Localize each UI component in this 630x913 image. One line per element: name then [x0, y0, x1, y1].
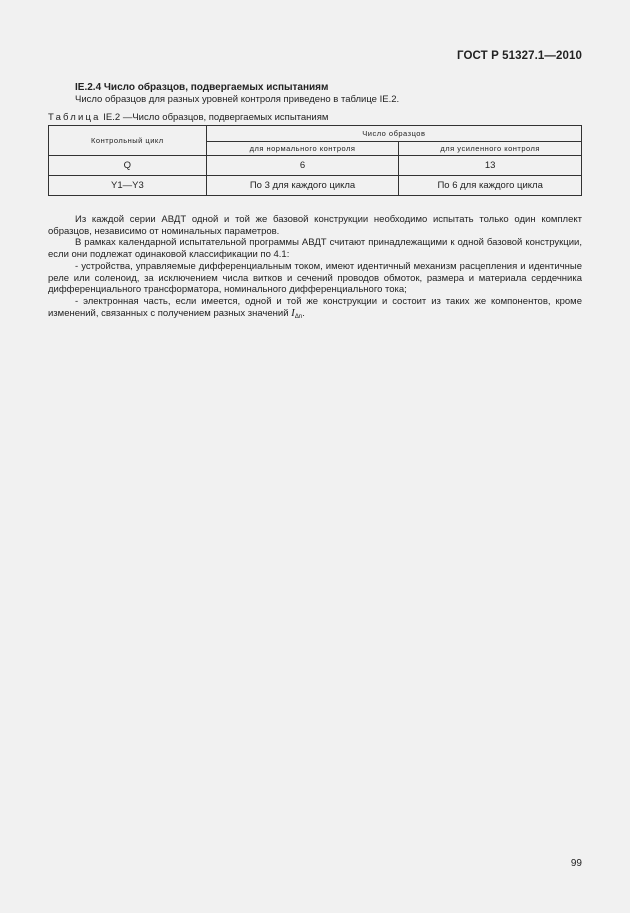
section-text: Число образцов для разных уровней контроля приведено в таблице IE.2. — [75, 94, 400, 105]
paragraph — [48, 296, 582, 323]
header-cycle: Контрольный цикл — [49, 126, 207, 156]
paragraph: Из каждой серии АВДТ одной и той же базовой конструкции необходимо испытать только один комплект образцов, независимо от номинальных параметров. — [48, 214, 582, 237]
cell-normal: По 3 для каждого цикла — [206, 176, 399, 196]
current-subscript: Δn — [294, 313, 303, 320]
samples-table — [48, 125, 582, 196]
paragraph-end: . — [302, 307, 305, 319]
body-text — [48, 214, 582, 323]
current-symbol: I — [291, 306, 295, 319]
cell-cycle: Y1—Y3 — [49, 176, 207, 196]
paragraph: В рамках календарной испытательной программы АВДТ считают принадлежащими к одной базовой конструкции, если они подлежат одинаковой классификации по 4.1: — [48, 237, 582, 261]
header-samples: Число образцов — [206, 126, 581, 142]
paragraph: - устройства, управляемые дифференциальным током, имеют идентичный механизм расцепления и идентичные реле или соленоид, за исключением числа витков и сечений проводов обмоток, размера и материала сердечника дифференциального трансформатора, номинального дифференциального тока; — [48, 260, 582, 296]
table-caption-label: Таблица — [48, 112, 101, 123]
cell-strict: По 6 для каждого цикла — [399, 176, 582, 196]
section-title: IE.2.4 Число образцов, подвергаемых испытаниям — [75, 82, 329, 93]
table-row — [49, 156, 582, 176]
table-caption — [48, 112, 328, 123]
cell-normal: 6 — [206, 156, 399, 176]
table-caption-title: IE.2 —Число образцов, подвергаемых испытаниям — [100, 112, 329, 123]
paragraph-text: - электронная часть, если имеется, одной и той же конструкции и состоит из таких же компонентов, кроме изменений, связанных с получением разных значений — [48, 295, 582, 319]
header-strict: для усиленного контроля — [399, 142, 582, 156]
page-number: 99 — [570, 858, 582, 869]
header-normal: для нормального контроля — [206, 142, 399, 156]
cell-cycle: Q — [49, 156, 207, 176]
cell-strict: 13 — [399, 156, 582, 176]
table-row — [49, 176, 582, 196]
standard-header: ГОСТ Р 51327.1—2010 — [457, 50, 582, 62]
